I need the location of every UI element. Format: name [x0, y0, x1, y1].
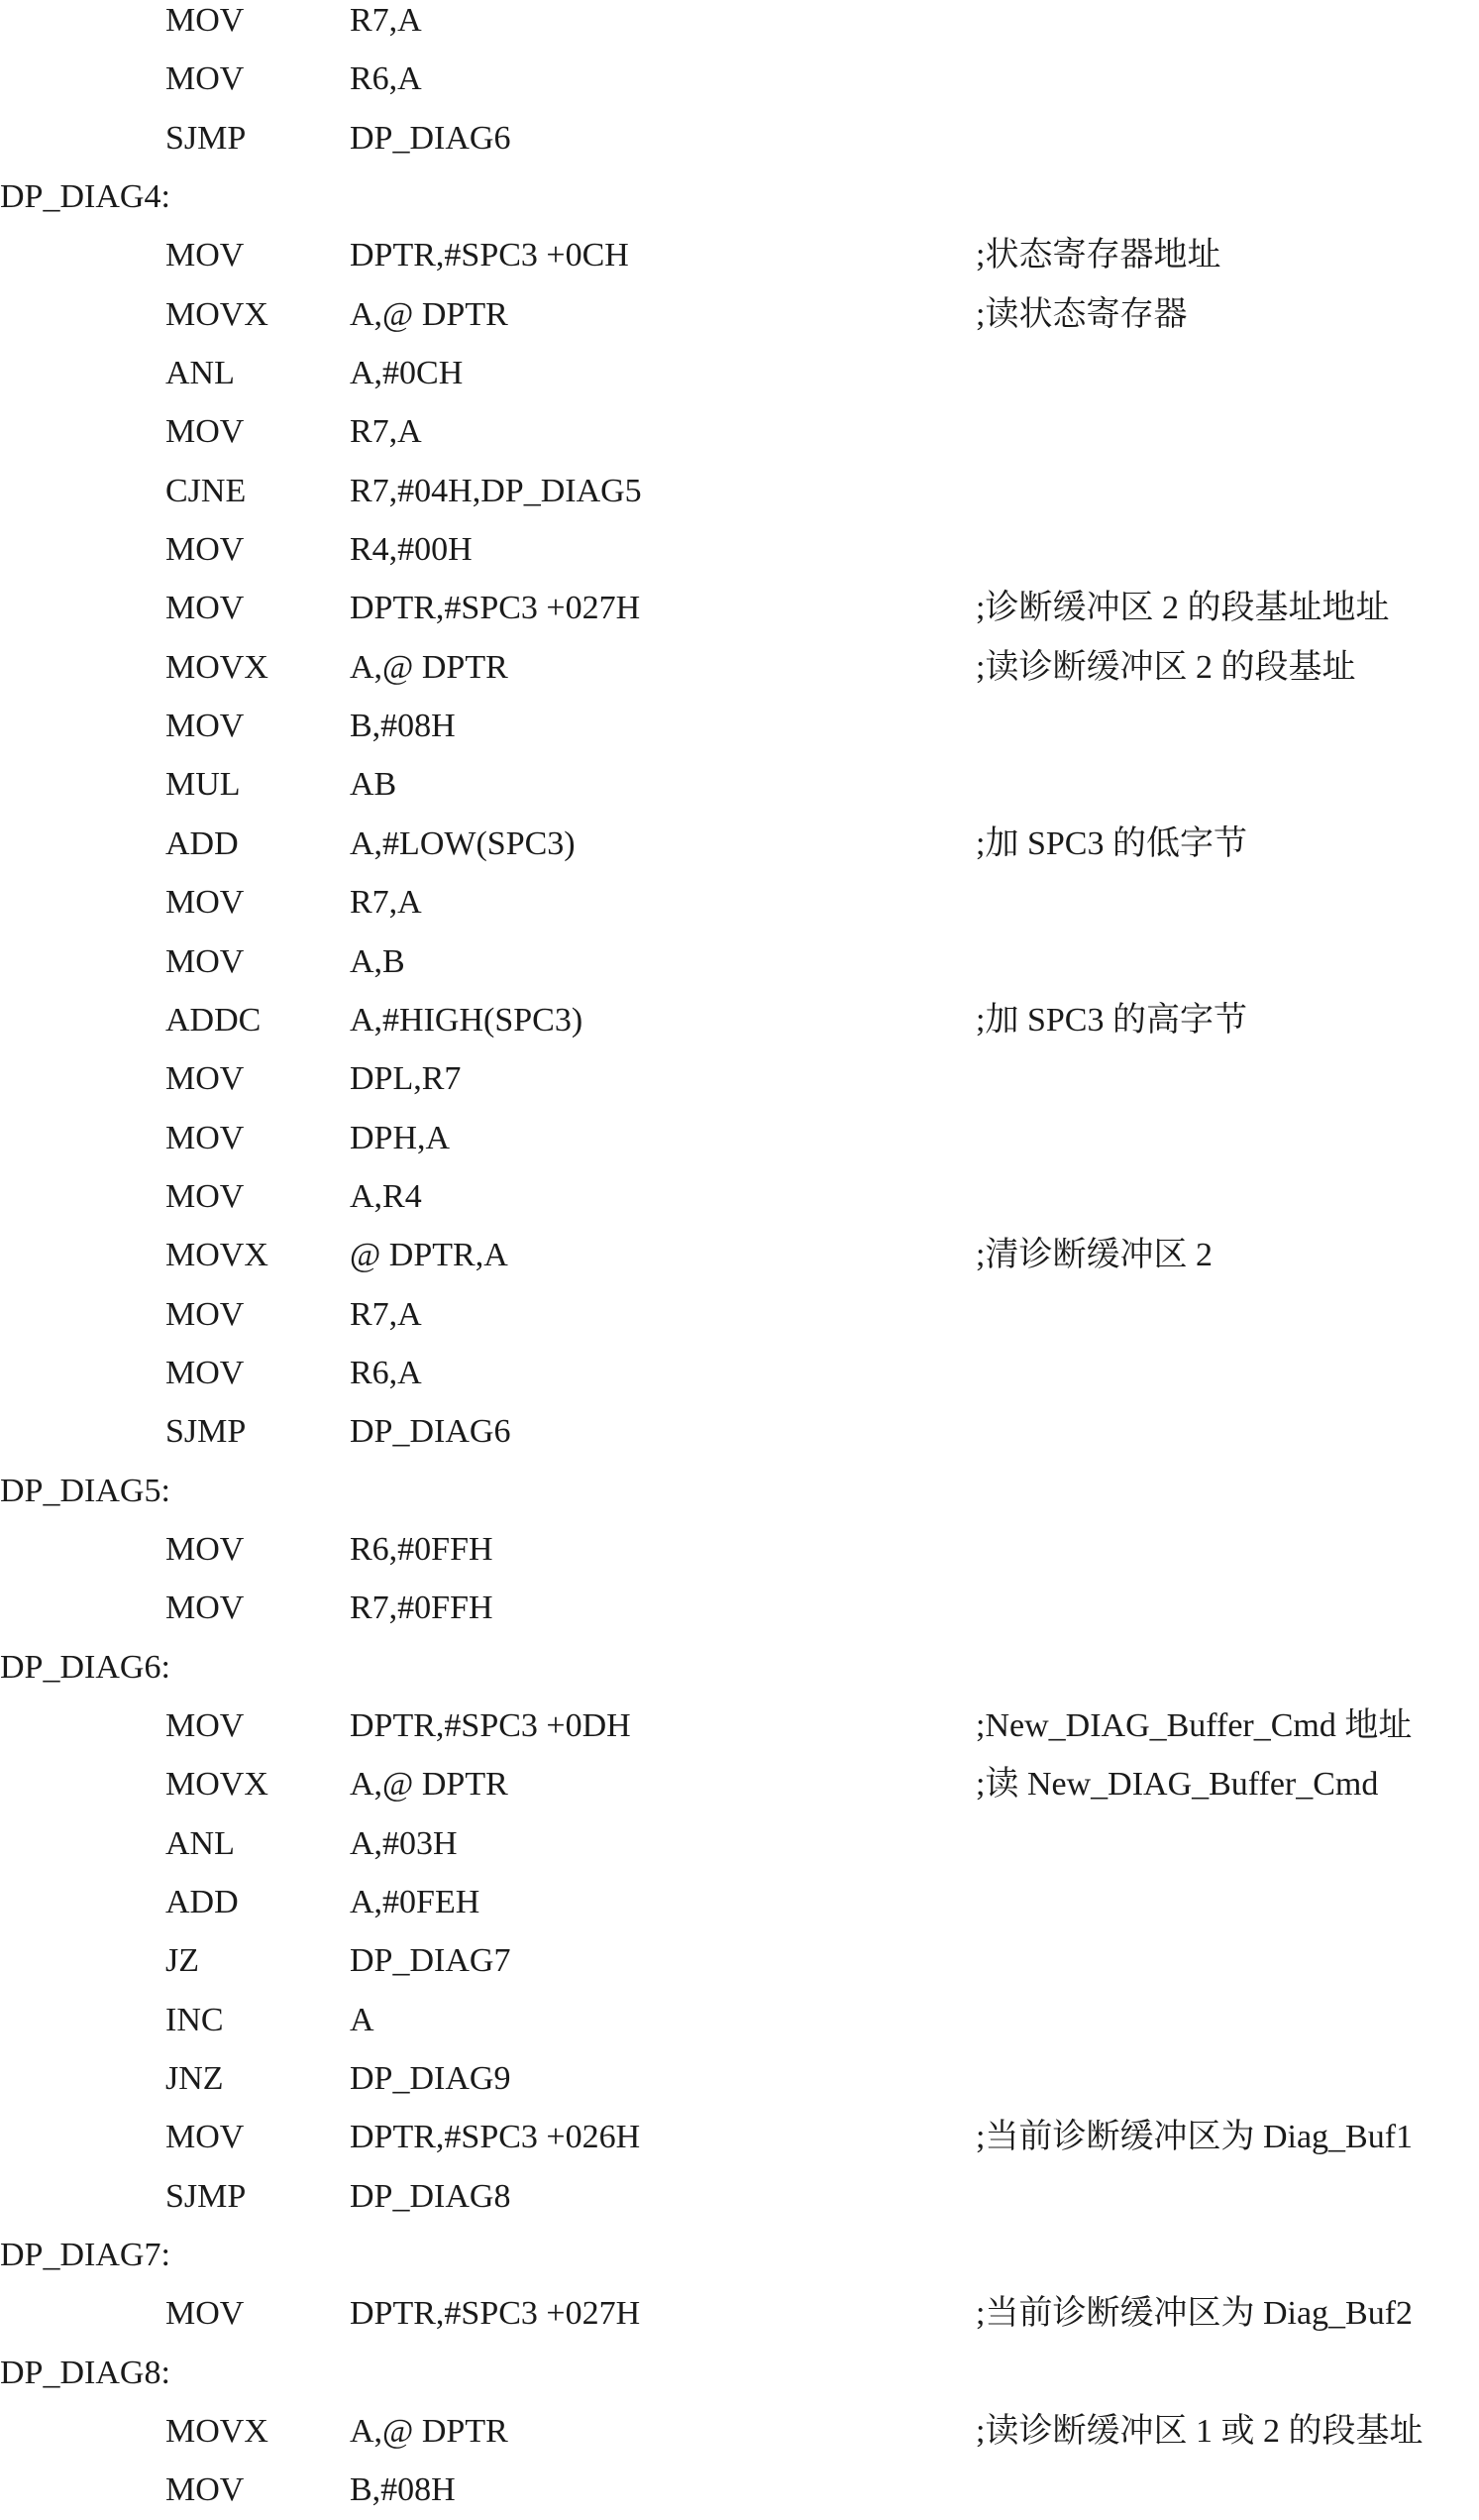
mnemonic: INC: [165, 2001, 224, 2038]
mnemonic: MOV: [165, 1354, 245, 1391]
operands: R6,A: [350, 1354, 422, 1391]
instruction-line: [0, 1814, 1479, 1873]
mnemonic: MOVX: [165, 2413, 268, 2451]
mnemonic: MOV: [165, 1530, 245, 1568]
instruction-line: [0, 579, 1479, 637]
operands: R7,A: [350, 2, 422, 39]
instruction-line: [0, 1931, 1479, 1990]
operands: A,@ DPTR: [350, 648, 508, 686]
instruction-line: [0, 2108, 1479, 2166]
label-line: [0, 1462, 1479, 1520]
operands: DP_DIAG6: [350, 1413, 511, 1451]
instruction-line: [0, 402, 1479, 461]
instruction-line: [0, 1697, 1479, 1755]
operands: A,#03H: [350, 1824, 458, 1862]
mnemonic: MOV: [165, 1060, 245, 1098]
operands: A,#LOW(SPC3): [350, 824, 576, 862]
code-label: DP_DIAG5:: [0, 1472, 170, 1509]
instruction-line: [0, 1579, 1479, 1637]
mnemonic: MOV: [165, 531, 245, 569]
instruction-line: [0, 2167, 1479, 2226]
mnemonic: MOV: [165, 1295, 245, 1333]
mnemonic: MOV: [165, 2, 245, 39]
instruction-line: [0, 1285, 1479, 1344]
operands: B,#08H: [350, 708, 456, 745]
instruction-line: [0, 0, 1479, 50]
instruction-line: [0, 638, 1479, 697]
code-label: DP_DIAG7:: [0, 2237, 170, 2274]
operands: A,#HIGH(SPC3): [350, 1001, 583, 1039]
operands: DPTR,#SPC3 +027H: [350, 2295, 641, 2333]
operands: AB: [350, 766, 397, 804]
mnemonic: MOV: [165, 708, 245, 745]
mnemonic: MOV: [165, 2471, 245, 2509]
operands: A,#0CH: [350, 355, 464, 392]
operands: R6,#0FFH: [350, 1530, 493, 1568]
code-label: DP_DIAG6:: [0, 1648, 170, 1686]
code-label: DP_DIAG8:: [0, 2354, 170, 2391]
operands: @ DPTR,A: [350, 1237, 508, 1274]
comment: ;当前诊断缓冲区为 Diag_Buf2: [976, 2295, 1414, 2333]
operands: DP_DIAG6: [350, 119, 511, 157]
instruction-line: [0, 991, 1479, 1049]
comment: ;读 New_DIAG_Buffer_Cmd: [976, 1766, 1379, 1804]
mnemonic: MOVX: [165, 295, 268, 333]
mnemonic: MOV: [165, 237, 245, 274]
operands: A: [350, 2001, 374, 2038]
comment: ;当前诊断缓冲区为 Diag_Buf1: [976, 2119, 1414, 2156]
operands: DPTR,#SPC3 +026H: [350, 2119, 641, 2156]
instruction-line: [0, 1873, 1479, 1931]
operands: A,@ DPTR: [350, 1766, 508, 1804]
operands: A,R4: [350, 1177, 422, 1215]
mnemonic: MOV: [165, 1119, 245, 1156]
operands: R7,A: [350, 1295, 422, 1333]
label-line: [0, 2344, 1479, 2402]
instruction-line: [0, 50, 1479, 108]
mnemonic: ANL: [165, 355, 235, 392]
operands: A,@ DPTR: [350, 2413, 508, 2451]
label-line: [0, 1638, 1479, 1697]
mnemonic: ADD: [165, 1884, 239, 1920]
instruction-line: [0, 1344, 1479, 1402]
instruction-line: [0, 815, 1479, 873]
mnemonic: SJMP: [165, 2177, 247, 2215]
instruction-line: [0, 285, 1479, 344]
mnemonic: MOV: [165, 2119, 245, 2156]
instruction-line: [0, 873, 1479, 931]
comment: ;诊断缓冲区 2 的段基址地址: [976, 590, 1390, 627]
instruction-line: [0, 1520, 1479, 1579]
operands: R7,#04H,DP_DIAG5: [350, 472, 642, 509]
operands: R6,A: [350, 60, 422, 98]
comment: ;读诊断缓冲区 2 的段基址: [976, 648, 1356, 686]
instruction-line: [0, 1226, 1479, 1284]
operands: DP_DIAG9: [350, 2060, 511, 2098]
mnemonic: MOV: [165, 942, 245, 980]
operands: R7,A: [350, 884, 422, 922]
mnemonic: MUL: [165, 766, 241, 804]
comment: ;加 SPC3 的低字节: [976, 824, 1247, 862]
instruction-line: [0, 520, 1479, 579]
instruction-line: [0, 2284, 1479, 2343]
instruction-line: [0, 1991, 1479, 2049]
operands: DPL,R7: [350, 1060, 462, 1098]
mnemonic: SJMP: [165, 119, 247, 157]
comment: ;状态寄存器地址: [976, 237, 1221, 274]
instruction-line: [0, 344, 1479, 402]
operands: R7,A: [350, 413, 422, 451]
instruction-line: [0, 755, 1479, 814]
instruction-line: [0, 697, 1479, 755]
mnemonic: JNZ: [165, 2060, 224, 2098]
instruction-line: [0, 109, 1479, 167]
comment: ;清诊断缓冲区 2: [976, 1237, 1213, 1274]
mnemonic: MOV: [165, 1177, 245, 1215]
mnemonic: MOV: [165, 590, 245, 627]
operands: DPTR,#SPC3 +0DH: [350, 1706, 631, 1744]
instruction-line: [0, 1167, 1479, 1226]
mnemonic: MOV: [165, 884, 245, 922]
mnemonic: MOV: [165, 60, 245, 98]
mnemonic: ANL: [165, 1824, 235, 1862]
instruction-line: [0, 2402, 1479, 2461]
mnemonic: MOV: [165, 413, 245, 451]
operands: DP_DIAG7: [350, 1942, 511, 1980]
instruction-line: [0, 932, 1479, 991]
comment: ;加 SPC3 的高字节: [976, 1001, 1247, 1039]
mnemonic: JZ: [165, 1942, 199, 1980]
instruction-line: [0, 1109, 1479, 1167]
mnemonic: SJMP: [165, 1413, 247, 1451]
operands: A,@ DPTR: [350, 295, 508, 333]
mnemonic: MOV: [165, 1589, 245, 1627]
operands: A,#0FEH: [350, 1884, 480, 1920]
comment: ;读诊断缓冲区 1 或 2 的段基址: [976, 2413, 1424, 2451]
mnemonic: MOVX: [165, 1237, 268, 1274]
instruction-line: [0, 1049, 1479, 1108]
operands: R4,#00H: [350, 531, 473, 569]
operands: B,#08H: [350, 2471, 456, 2509]
operands: DPH,A: [350, 1119, 451, 1156]
instruction-line: [0, 226, 1479, 284]
mnemonic: MOV: [165, 2295, 245, 2333]
operands: DPTR,#SPC3 +027H: [350, 590, 641, 627]
mnemonic: ADDC: [165, 1001, 262, 1039]
operands: DPTR,#SPC3 +0CH: [350, 237, 629, 274]
comment: ;New_DIAG_Buffer_Cmd 地址: [976, 1706, 1413, 1744]
mnemonic: CJNE: [165, 472, 247, 509]
mnemonic: MOV: [165, 1706, 245, 1744]
mnemonic: MOVX: [165, 1766, 268, 1804]
code-label: DP_DIAG4:: [0, 178, 170, 216]
operands: DP_DIAG8: [350, 2177, 511, 2215]
label-line: [0, 2226, 1479, 2284]
label-line: [0, 167, 1479, 226]
comment: ;读状态寄存器: [976, 295, 1188, 333]
operands: R7,#0FFH: [350, 1589, 493, 1627]
mnemonic: ADD: [165, 824, 239, 862]
instruction-line: [0, 2049, 1479, 2108]
instruction-line: [0, 1402, 1479, 1461]
operands: A,B: [350, 942, 405, 980]
mnemonic: MOVX: [165, 648, 268, 686]
instruction-line: [0, 1755, 1479, 1813]
instruction-line: [0, 2461, 1479, 2519]
instruction-line: [0, 462, 1479, 520]
